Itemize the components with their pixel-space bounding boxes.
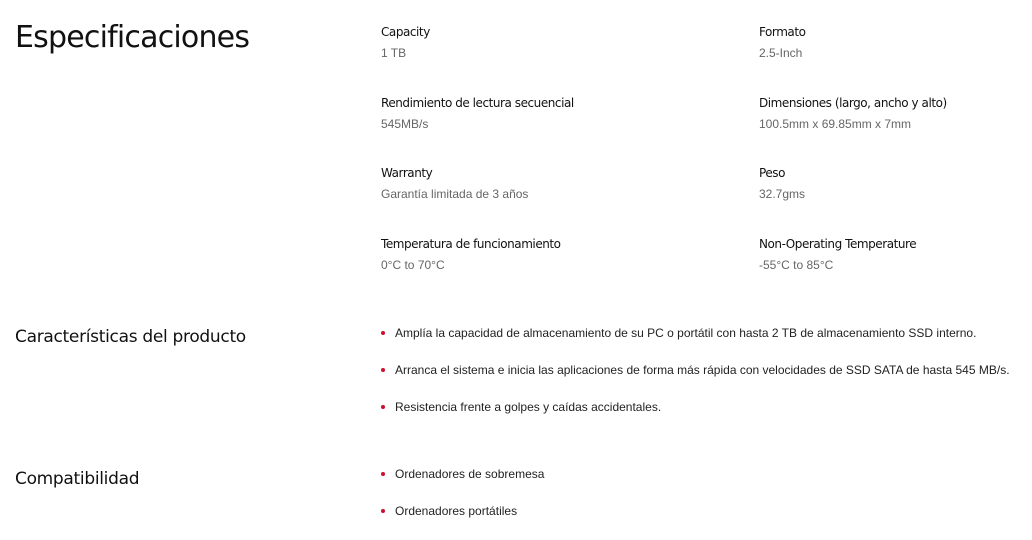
spec-format (759, 24, 1032, 61)
spec-value: 32.7gms (759, 187, 806, 201)
spec-value: 1 TB (381, 46, 407, 60)
bullet-dot-icon (381, 368, 385, 372)
spec-label: Rendimiento de lectura secuencial (381, 96, 574, 110)
compatibility-heading: Compatibilidad (15, 469, 140, 489)
list-item (381, 466, 544, 482)
spec-operating-temperature (381, 236, 741, 273)
list-item (381, 503, 544, 519)
spec-label: Temperatura de funcionamiento (381, 237, 561, 251)
bullet-dot-icon (381, 472, 385, 476)
list-item (381, 399, 1010, 415)
compatibility-text: Ordenadores portátiles (395, 504, 518, 518)
spec-value: Garantía limitada de 3 años (381, 187, 529, 201)
bullet-dot-icon (381, 405, 385, 409)
spec-label: Warranty (381, 166, 433, 180)
compatibility-list (381, 466, 544, 540)
spec-value: 2.5-Inch (759, 46, 803, 60)
spec-label: Dimensiones (largo, ancho y alto) (759, 96, 947, 110)
compatibility-text: Ordenadores de sobremesa (395, 467, 545, 481)
feature-text: Resistencia frente a golpes y caídas accidentales. (395, 400, 662, 414)
spec-capacity (381, 24, 741, 61)
spec-label: Peso (759, 166, 785, 180)
specifications-heading: Especificaciones (15, 20, 250, 55)
spec-label: Formato (759, 25, 806, 39)
spec-label: Non-Operating Temperature (759, 237, 917, 251)
feature-text: Amplía la capacidad de almacenamiento de su PC o portátil con hasta 2 TB de almacenamiento SSD interno. (395, 326, 977, 340)
spec-value: 0°C to 70°C (381, 258, 445, 272)
spec-sequential-read (381, 95, 741, 132)
features-list (381, 325, 1010, 436)
spec-value: 100.5mm x 69.85mm x 7mm (759, 117, 912, 131)
spec-label: Capacity (381, 25, 430, 39)
spec-warranty (381, 165, 741, 202)
feature-text: Arranca el sistema e inicia las aplicaciones de forma más rápida con velocidades de SSD SATA de hasta 545 MB/s. (395, 363, 1010, 377)
features-heading: Características del producto (15, 327, 246, 347)
spec-dimensions (759, 95, 1032, 132)
list-item (381, 325, 1010, 341)
spec-value: -55°C to 85°C (759, 258, 834, 272)
bullet-dot-icon (381, 509, 385, 513)
spec-non-operating-temperature (759, 236, 1032, 273)
bullet-dot-icon (381, 331, 385, 335)
spec-weight (759, 165, 1032, 202)
spec-value: 545MB/s (381, 117, 429, 131)
list-item (381, 362, 1010, 378)
